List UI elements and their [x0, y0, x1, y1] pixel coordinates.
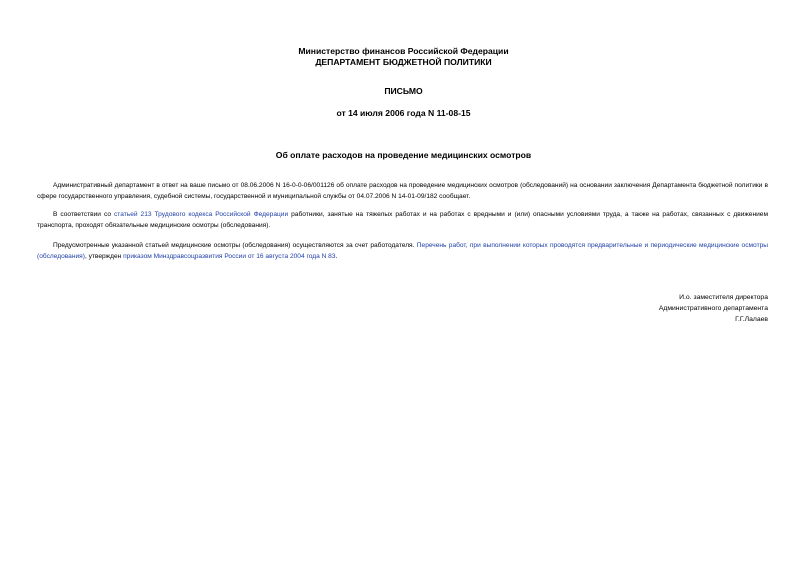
work-list-link[interactable]: Перечень работ, при выполнении которых проводятся предварительные и периодические медицинские осмотры (обследования): [37, 242, 768, 260]
paragraph-2-text-before: В соответствии со: [53, 211, 114, 218]
document-type: ПИСЬМО: [384, 86, 423, 96]
paragraph-3-text-after: .: [335, 253, 338, 260]
issuer-header: [0, 46, 807, 68]
signature-block: [659, 292, 768, 325]
paragraph-2-text-after: работники, занятые на тяжелых работах и на работах с вредными и (или) опасными условиями труда, а также на работах, связанных с движением транспорта, проходят обязательные медицинские осмотры (обследования).: [37, 211, 768, 229]
paragraph-3-text-middle: , утвержден: [84, 253, 124, 260]
paragraph-1: Административный департамент в ответ на ваше письмо от 08.06.2006 N 16-0-0-06/001126 об оплате расходов на проведение медицинских осмотров (обследований) на основании заключения Департамента бюджетной политики в сфере государственного управления, судебной системы, государственной и муниципальной службы от 04.07.2006 N 14-01-09/182 сообщает.: [37, 182, 768, 200]
document-date-number: от 14 июля 2006 года N 11-08-15: [336, 108, 471, 118]
signatory-position: И.о. заместителя директора: [679, 294, 768, 301]
paragraph-3: [37, 240, 768, 262]
department-name: ДЕПАРТАМЕНТ БЮДЖЕТНОЙ ПОЛИТИКИ: [315, 57, 492, 67]
paragraph-2: [37, 209, 768, 231]
labor-code-article-link[interactable]: статьей 213 Трудового кодекса Российской Федерации: [113, 211, 289, 218]
signatory-department: Административного департамента: [658, 305, 768, 312]
paragraph-3-text-before: Предусмотренные указанной статьей медицинские осмотры (обследования) осуществляются за счет работодателя.: [53, 242, 417, 249]
ministry-name: Министерство финансов Российской Федерации: [298, 46, 509, 56]
signatory-name: Г.Г.Лалаев: [735, 316, 768, 323]
document-subject: Об оплате расходов на проведение медицинских осмотров: [275, 150, 532, 160]
ministry-order-link[interactable]: приказом Минздравсоцразвития России от 16 августа 2004 года N 83: [123, 253, 336, 260]
